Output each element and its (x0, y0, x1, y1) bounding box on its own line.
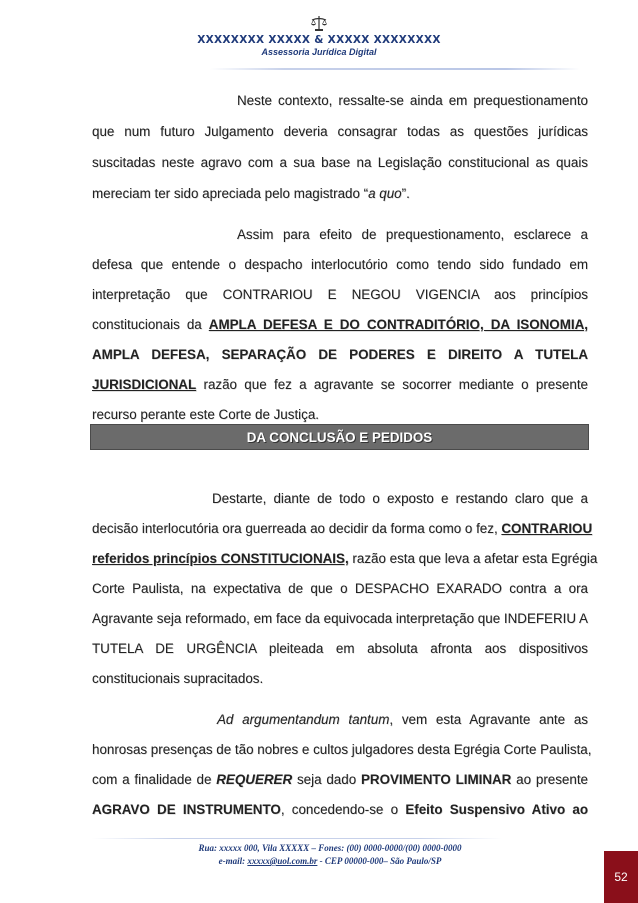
paragraph-3-line-1: Destarte, diante de todo o exposto e restando claro que a (212, 491, 588, 506)
paragraph-3-line-3 (92, 550, 598, 568)
paragraph-1-line-3: suscitadas neste agravo com a sua base na Legislação constitucional as quais (92, 155, 588, 170)
paragraph-2-line-1: Assim para efeito de prequestionamento, esclarece a (237, 227, 588, 242)
footer-address: Rua: xxxxx 000, Vila XXXXX – Fones: (00) 0000-0000/(00) 0000-0000 (198, 843, 462, 853)
footer-contact (150, 855, 510, 868)
text-run: ao presente (511, 772, 588, 787)
text-run-bold-underline: AMPLA DEFESA E DO CONTRADITÓRIO, DA ISONOMIA, (208, 317, 588, 332)
section-heading: DA CONCLUSÃO E PEDIDOS (90, 424, 589, 450)
text-run: constitucionais da (92, 317, 209, 332)
text-run: , vem esta Agravante ante as (389, 712, 588, 727)
text-run-bold-italic: REQUERER (216, 772, 293, 787)
paragraph-1-line-2: que num futuro Julgamento deveria consagrar todas as questões jurídicas (92, 124, 588, 139)
text-run-bold-underline: referidos princípios CONSTITUCIONAIS, (92, 551, 349, 566)
paragraph-1-line-1: Neste contexto, ressalte-se ainda em prequestionamento (237, 93, 588, 108)
paragraph-4-line-3 (92, 771, 588, 789)
text-run-bold: AGRAVO DE INSTRUMENTO (92, 802, 281, 817)
text-run: , concedendo-se o (280, 802, 406, 817)
paragraph-3-line-5: Agravante seja reformado, em face da equivocada interpretação que INDEFERIU A (92, 611, 588, 626)
text-run: mereciam ter sido apreciada pelo magistrado “ (92, 186, 369, 201)
text-run: razão que fez a agravante se socorrer mediante o presente (196, 377, 588, 392)
text-run: - CEP 00000-000– São Paulo/SP (317, 856, 442, 866)
text-run-italic: a quo (368, 186, 402, 201)
paragraph-3-line-4: Corte Paulista, na expectativa de que o DESPACHO EXARADO contra a ora (92, 581, 588, 596)
paragraph-4-line-1 (217, 711, 588, 729)
firm-name: XXXXXXXX XXXXX & XXXXX XXXXXXXX (197, 34, 441, 46)
paragraph-2-line-6 (92, 376, 588, 394)
page-footer (150, 842, 510, 868)
text-run-bold-underline: JURISDICIONAL (92, 377, 197, 392)
paragraph-2-line-3: interpretação que CONTRARIOU E NEGOU VIGENCIA aos princípios (92, 287, 588, 302)
paragraph-4-line-4 (92, 801, 588, 819)
paragraph-2-line-2: defesa que entende o despacho interlocutório como tendo sido fundado em (92, 257, 588, 272)
firm-tagline: Assessoria Jurídica Digital (261, 47, 377, 57)
paragraph-3-line-2 (92, 520, 593, 538)
text-run-bold-underline: CONTRARIOU (501, 521, 593, 536)
page-number-badge: 52 (604, 851, 638, 903)
text-run: seja dado (292, 772, 361, 787)
text-run: e-mail: (218, 856, 248, 866)
paragraph-3-line-7: constitucionais supracitados. (92, 671, 264, 686)
paragraph-1-line-4 (92, 185, 588, 203)
paragraph-2-line-5: AMPLA DEFESA, SEPARAÇÃO DE PODERES E DIREITO A TUTELA (92, 347, 588, 362)
paragraph-2-line-7: recurso perante este Corte de Justiça. (92, 407, 320, 422)
text-run-bold: Efeito Suspensivo Ativo ao (405, 802, 589, 817)
text-run: decisão interlocutória ora guerreada ao decidir da forma como o fez, (92, 521, 502, 536)
paragraph-3-line-6: TUTELA DE URGÊNCIA pleiteada em absoluta afronta aos dispositivos (92, 641, 588, 656)
text-run-bold: PROVIMENTO LIMINAR (360, 772, 512, 787)
text-run: ”. (401, 186, 410, 201)
text-run: com a finalidade de (92, 772, 217, 787)
letterhead (0, 14, 638, 58)
text-run-italic: Ad argumentandum tantum (217, 712, 390, 727)
paragraph-2-line-4 (92, 316, 588, 334)
text-run: razão esta que leva a afetar esta Egrégia (348, 551, 598, 566)
header-divider (210, 68, 580, 70)
email-link[interactable]: xxxxx@uol.com.br (247, 856, 318, 866)
paragraph-4-line-2: honrosas presenças de tão nobres e cultos julgadores desta Egrégia Corte Paulista, (92, 742, 592, 757)
scales-of-justice-icon (309, 14, 329, 34)
footer-divider (92, 838, 502, 839)
